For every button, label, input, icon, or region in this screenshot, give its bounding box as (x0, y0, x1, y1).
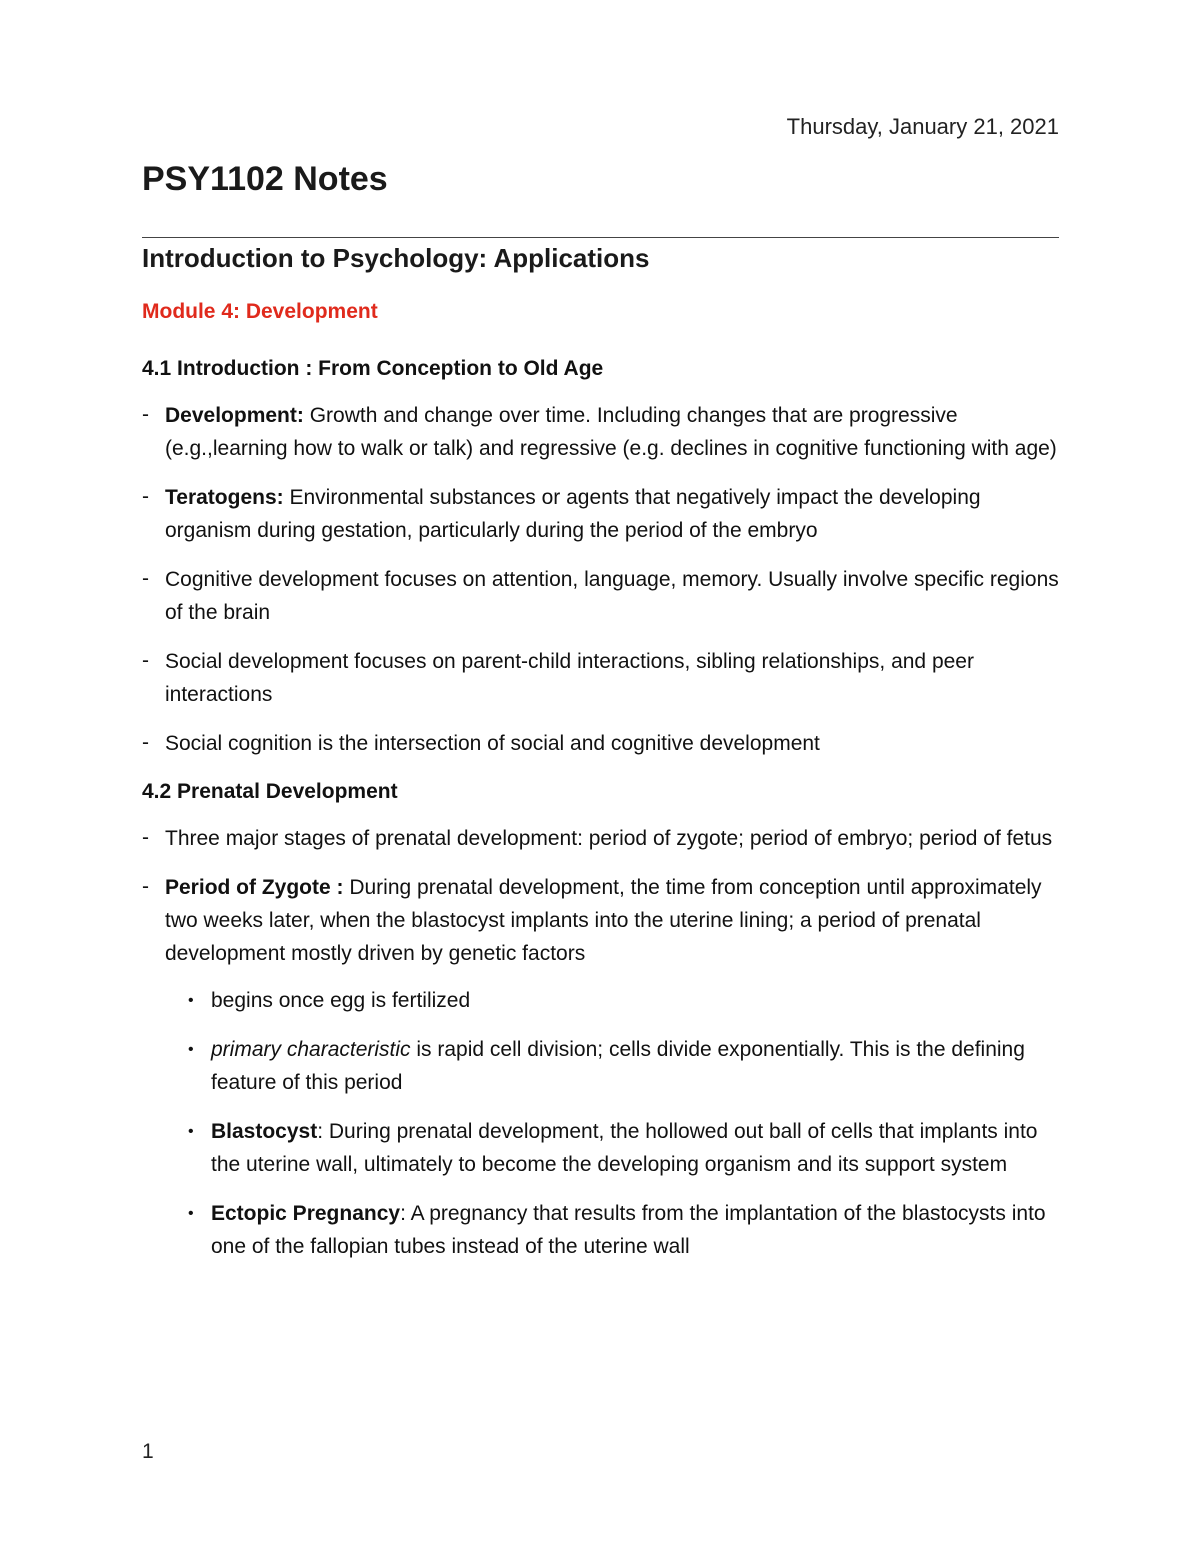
definition: During prenatal development, the time from conception until approximately two weeks later, when the blastocyst implants into the uterine lining; a period of prenatal development mostly driven by genetic factors (165, 876, 1042, 965)
dot-bullet: • (188, 1041, 194, 1058)
definition: : During prenatal development, the hollowed out ball of cells that implants into the uterine wall, ultimately to become the developing organism and its support system (211, 1120, 1038, 1176)
dot-bullet: • (188, 1123, 194, 1140)
page-title: PSY1102 Notes (142, 160, 388, 198)
list-item (142, 563, 1072, 629)
dash-bullet: - (142, 485, 149, 508)
zygote-sublist (165, 984, 1072, 1263)
term: Blastocyst (211, 1120, 318, 1143)
sublist-item (165, 1115, 1072, 1181)
definition: Growth and change over time. Including changes that are progressive (e.g.,learning how to walk or talk) and regressive (e.g. declines in cognitive functioning with age) (165, 404, 1057, 460)
sublist-item (165, 1197, 1072, 1263)
item-text: Cognitive development focuses on attention, language, memory. Usually involve specific regions of the brain (165, 568, 1059, 624)
sublist-item (165, 1033, 1072, 1099)
dash-bullet: - (142, 826, 149, 849)
dash-bullet: - (142, 875, 149, 898)
item-text: is rapid cell division; cells divide exponentially. This is the defining feature of this period (211, 1038, 1025, 1094)
dot-bullet: • (188, 992, 194, 1009)
item-text: Three major stages of prenatal development: period of zygote; period of embryo; period of fetus (165, 827, 1053, 850)
item-text: Social cognition is the intersection of social and cognitive development (165, 732, 820, 755)
term: Ectopic Pregnancy (211, 1202, 401, 1225)
dash-bullet: - (142, 403, 149, 426)
list-item (142, 481, 1072, 547)
definition: Environmental substances or agents that negatively impact the developing organism during gestation, particularly during the period of the embryo (165, 486, 981, 542)
notes-body (142, 296, 1072, 1279)
dash-bullet: - (142, 649, 149, 672)
term: Development: (165, 404, 304, 427)
dash-bullet: - (142, 567, 149, 590)
page-number: 1 (142, 1440, 154, 1463)
list-item (142, 871, 1072, 1263)
section-4-2-list (142, 822, 1072, 1263)
section-heading-4-2: 4.2 Prenatal Development (142, 780, 398, 803)
list-item (142, 399, 1072, 465)
section-4-1-list (142, 399, 1072, 760)
definition: : A pregnancy that results from the implantation of the blastocysts into one of the fallopian tubes instead of the uterine wall (211, 1202, 1046, 1258)
section-heading-4-1: 4.1 Introduction : From Conception to Old Age (142, 357, 604, 380)
item-text: Social development focuses on parent-child interactions, sibling relationships, and peer interactions (165, 650, 974, 706)
item-text: begins once egg is fertilized (211, 989, 471, 1012)
dash-bullet: - (142, 731, 149, 754)
list-item (142, 727, 1072, 760)
page-subtitle: Introduction to Psychology: Applications (142, 243, 650, 273)
emphasis-term: primary characteristic (211, 1038, 411, 1061)
term: Teratogens: (165, 486, 284, 509)
sublist-item (165, 984, 1072, 1017)
dot-bullet: • (188, 1205, 194, 1222)
list-item (142, 645, 1072, 711)
list-item (142, 822, 1072, 855)
title-divider (142, 237, 1059, 238)
module-heading: Module 4: Development (142, 300, 378, 323)
date-header: Thursday, January 21, 2021 (786, 114, 1059, 139)
term: Period of Zygote : (165, 876, 344, 899)
